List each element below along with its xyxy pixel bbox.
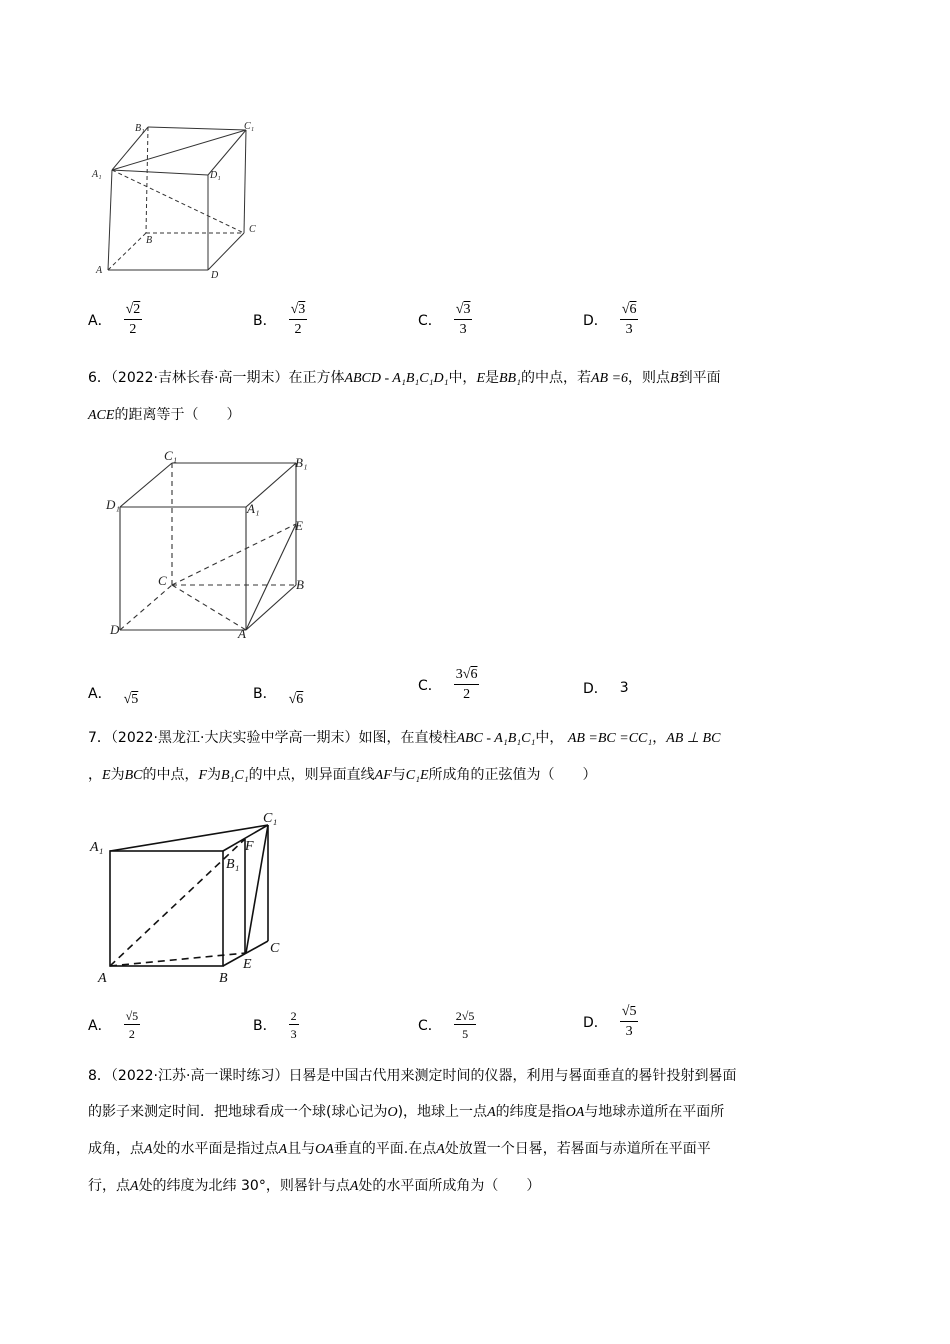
radicand: 5 (131, 692, 139, 707)
q8-source: （2022·江苏·高一课时练习） (110, 1068, 289, 1084)
q8-text: 且与 (287, 1141, 316, 1157)
label-b: B (219, 971, 228, 986)
q6-text: 是 (485, 370, 499, 386)
option-letter: A． (88, 313, 112, 329)
q8-line-oa: OA (315, 1142, 334, 1157)
q6-stem (88, 360, 868, 434)
option-letter: C． (418, 1018, 442, 1034)
q6-option-c[interactable]: C． $\frac{3√6}{2}$ (418, 667, 478, 702)
q6-text: 中， (448, 370, 477, 386)
option-letter: B． (253, 1018, 277, 1034)
denominator: 3 (625, 322, 633, 337)
q8-text: 的纬度是指 (495, 1104, 566, 1120)
option-letter: C． (418, 678, 442, 694)
q7-text: 所成角的正弦值为（ ） (428, 767, 597, 783)
q8-text: 行，点 (88, 1178, 130, 1194)
denominator: 2 (294, 322, 302, 337)
q8-point-o: O (387, 1105, 398, 1120)
label-e: E (295, 518, 303, 533)
q6-solid: ABCD - A₁B₁C₁D₁ (344, 371, 449, 386)
q7-option-a[interactable] (88, 1010, 140, 1040)
q7-text: ， (652, 730, 667, 746)
denominator: 2 (463, 687, 471, 702)
q8-line-oa: OA (565, 1105, 585, 1120)
q7-option-b[interactable] (253, 1010, 299, 1040)
label-d: D (211, 270, 219, 281)
coefficient: 3 (455, 667, 463, 682)
option-letter: A． (88, 686, 112, 702)
q7-point-f: F (198, 768, 208, 783)
q6-plane: ACE (88, 408, 115, 423)
q6-text: ，则点 (628, 370, 671, 386)
q6-condition: AB =6 (590, 371, 629, 386)
q6-text: 在正方体 (288, 370, 345, 386)
q6-point-e: E (476, 371, 485, 386)
q5-option-b[interactable]: B． $\frac{√3}{2}$ (253, 302, 306, 337)
label-b: B (146, 235, 153, 246)
label-f: F (245, 839, 254, 854)
radicand: 2 (133, 302, 141, 317)
q8-text: 与地球赤道所在平面所 (584, 1104, 725, 1120)
option-letter: C． (418, 313, 442, 329)
q6-point-b: B (670, 371, 679, 386)
label-b: B (296, 577, 304, 592)
q6-text: 的距离等于（ ） (114, 407, 241, 423)
q7-segment-bc: BC (124, 768, 143, 783)
q5-option-a[interactable]: A． $\frac{√2}{2}$ (88, 302, 141, 337)
q7-segment-b1c1: B₁C₁ (221, 768, 249, 783)
q8-text: 垂直的平面.在点 (333, 1141, 437, 1157)
label-c1: C₁ (244, 121, 255, 132)
q8-line-4 (88, 1168, 868, 1205)
q6-text: 到平面 (678, 370, 721, 386)
label-a: A (96, 265, 103, 276)
q7-line-af: AF (374, 768, 392, 783)
label-d1: D₁ (210, 170, 221, 181)
q7-text: 为 (110, 767, 125, 783)
q7-text: 中， (535, 730, 564, 746)
q8-text: 处放置一个日晷，若晷面与赤道所在平面平 (444, 1141, 711, 1157)
option-value: 3 (619, 680, 629, 696)
q7-text: 与 (391, 767, 406, 783)
label-b1: B₁ (295, 455, 308, 470)
label-d: D (110, 622, 120, 637)
denominator: 3 (459, 322, 467, 337)
label-c1: C₁ (164, 448, 178, 463)
q8-point-a: A (144, 1142, 153, 1157)
radicand: 6 (629, 302, 637, 317)
q8-line-2 (88, 1094, 868, 1131)
figure-q5-cube (88, 115, 278, 290)
numerator: 2 (290, 1009, 297, 1023)
q6-option-d[interactable] (583, 678, 629, 698)
label-e: E (243, 957, 252, 972)
denominator: 3 (290, 1027, 297, 1041)
option-letter: D． (583, 1015, 608, 1031)
label-a: A (238, 626, 246, 641)
q8-text: 成角，点 (88, 1141, 144, 1157)
q7-line-1 (88, 720, 868, 757)
q6-line-1 (88, 360, 868, 397)
label-b1: B₁ (226, 857, 240, 872)
label-a: A (98, 971, 107, 986)
label-c: C (270, 941, 280, 956)
option-letter: D． (583, 681, 608, 697)
radicand: 3 (463, 302, 471, 317)
numerator: √5 (125, 1009, 139, 1023)
q7-solid: ABC - A₁B₁C₁ (456, 731, 536, 746)
label-a1: A₁ (92, 169, 102, 180)
q7-text: 为 (207, 767, 222, 783)
q7-condition-1: AB =BC =CC₁ (567, 731, 653, 746)
q8-point-a: A (130, 1179, 139, 1194)
label-a1: A₁ (247, 501, 260, 516)
q6-number: 6． (88, 370, 111, 386)
q5-option-d[interactable]: D． $\frac{√6}{3}$ (583, 302, 637, 337)
q8-text: 处的水平面所成角为（ ） (358, 1178, 541, 1194)
option-letter: A． (88, 1018, 112, 1034)
label-c1: C₁ (263, 811, 278, 826)
q8-point-a: A (278, 1142, 288, 1157)
radicand: 6 (470, 667, 478, 682)
q8-text: 的影子来测定时间．把地球看成一个球(球心记为 (88, 1104, 388, 1120)
option-letter: D． (583, 313, 608, 329)
q6-line-2 (88, 397, 868, 434)
q7-line-2 (88, 757, 868, 794)
option-letter: B． (253, 686, 277, 702)
numerator: √5 (620, 1005, 639, 1022)
q7-number: 7． (88, 730, 111, 746)
denominator: 5 (462, 1027, 469, 1041)
denominator: 2 (128, 1027, 135, 1041)
figure-q7-prism (85, 808, 295, 993)
label-d1: D₁ (106, 497, 120, 512)
q8-point-a: A (436, 1142, 445, 1157)
label-b1: B₁ (135, 123, 145, 134)
q7-condition-2: AB ⊥ BC (666, 731, 721, 746)
denominator: 3 (625, 1024, 633, 1039)
radicand: 3 (298, 302, 306, 317)
q8-stem (88, 1058, 868, 1205)
radicand: 6 (296, 692, 304, 707)
q8-text: 日晷是中国古代用来测定时间的仪器，利用与晷面垂直的晷针投射到晷面 (288, 1068, 737, 1084)
q6-source: （2022·吉林长春·高一期末） (110, 370, 289, 386)
q7-point-e: E (102, 768, 111, 783)
q7-source: （2022·黑龙江·大庆实验中学高一期末） (110, 730, 359, 746)
denominator: 2 (129, 322, 137, 337)
q7-text: ， (88, 767, 102, 783)
q7-stem (88, 720, 868, 794)
q6-option-b[interactable]: B． √6 (253, 678, 303, 708)
figure-q6-cube (100, 445, 330, 645)
q7-option-d[interactable] (583, 1005, 638, 1039)
option-letter: B． (253, 313, 277, 329)
q7-text: 如图，在直棱柱 (358, 730, 457, 746)
label-a1: A₁ (90, 840, 104, 855)
q7-line-c1e: C₁E (405, 768, 429, 783)
label-c: C (158, 573, 167, 588)
q8-text: 处的纬度为北纬 30°，则晷针与点 (138, 1178, 350, 1194)
q8-text: 处的水平面是指过点 (152, 1141, 279, 1157)
q8-line-1 (88, 1058, 868, 1094)
q5-option-c[interactable]: C． $\frac{√3}{3}$ (418, 302, 471, 337)
q7-text: 的中点，则异面直线 (248, 767, 375, 783)
q8-line-3 (88, 1131, 868, 1168)
q8-point-a: A (349, 1179, 359, 1194)
q7-text: 的中点， (142, 767, 199, 783)
numerator: 2√5 (455, 1009, 475, 1023)
q6-text: 的中点，若 (520, 370, 591, 386)
label-c: C (249, 224, 256, 235)
q6-segment: BB₁ (499, 371, 521, 386)
q8-text: )，地球上一点 (397, 1104, 488, 1120)
q6-option-a[interactable]: A． √5 (88, 678, 138, 708)
q8-point-a: A (487, 1105, 496, 1120)
q7-option-c[interactable] (418, 1010, 476, 1040)
q8-number: 8． (88, 1068, 111, 1084)
